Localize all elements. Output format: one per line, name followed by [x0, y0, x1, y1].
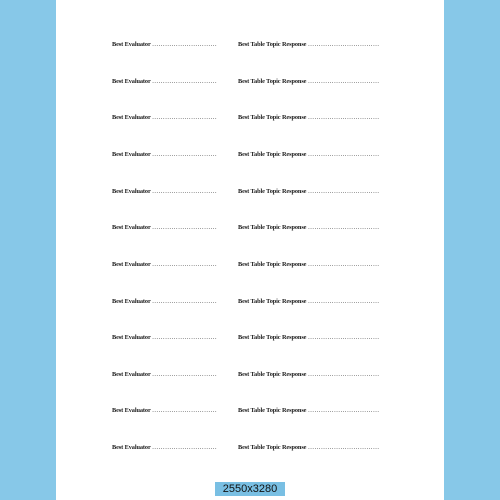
award-row [56, 112, 444, 124]
best-evaluator-field [112, 332, 217, 344]
best-table-topic-field [238, 442, 379, 454]
award-row [56, 39, 444, 51]
fill-in-dots: ………………………… [152, 77, 217, 85]
best-table-topic-label: Best Table Topic Response [238, 407, 307, 414]
award-row [56, 76, 444, 88]
fill-in-dots: …………………………… [307, 114, 380, 121]
best-evaluator-field [112, 39, 217, 51]
fill-in-dots: ………………………… [152, 261, 217, 268]
fill-in-dots: ………………………… [152, 114, 217, 121]
award-row [56, 186, 444, 198]
best-evaluator-label: Best Evaluator [112, 41, 151, 48]
best-table-topic-label: Best Table Topic Response [238, 151, 307, 158]
best-table-topic-label: Best Table Topic Response [238, 41, 307, 48]
best-table-topic-field [238, 39, 379, 51]
best-evaluator-field [112, 149, 217, 161]
award-row [56, 222, 444, 234]
best-evaluator-label: Best Evaluator [112, 151, 151, 158]
best-table-topic-field [238, 186, 379, 198]
best-table-topic-label: Best Table Topic Response [238, 297, 307, 305]
best-evaluator-field [112, 296, 217, 308]
best-table-topic-field [238, 149, 379, 161]
award-row [56, 332, 444, 344]
best-evaluator-label: Best Evaluator [112, 334, 151, 341]
best-table-topic-label: Best Table Topic Response [238, 261, 307, 268]
best-evaluator-label: Best Evaluator [112, 224, 151, 231]
best-evaluator-label: Best Evaluator [112, 261, 151, 268]
award-row [56, 259, 444, 271]
best-evaluator-field [112, 112, 217, 124]
fill-in-dots: …………………………… [307, 444, 380, 451]
best-evaluator-label: Best Evaluator [112, 77, 151, 85]
best-evaluator-field [112, 186, 217, 198]
best-table-topic-label: Best Table Topic Response [238, 444, 307, 451]
fill-in-dots: ………………………… [152, 407, 217, 414]
best-evaluator-field [112, 442, 217, 454]
fill-in-dots: ………………………… [152, 187, 217, 195]
best-table-topic-field [238, 222, 379, 234]
best-evaluator-label: Best Evaluator [112, 297, 151, 305]
award-row [56, 149, 444, 161]
best-evaluator-field [112, 405, 217, 417]
best-evaluator-field [112, 259, 217, 271]
best-table-topic-field [238, 296, 379, 308]
award-row [56, 369, 444, 381]
fill-in-dots: ………………………… [152, 41, 217, 48]
best-table-topic-field [238, 405, 379, 417]
best-table-topic-label: Best Table Topic Response [238, 187, 307, 195]
fill-in-dots: ………………………… [152, 334, 217, 341]
award-row [56, 405, 444, 417]
best-evaluator-label: Best Evaluator [112, 371, 151, 378]
fill-in-dots: ………………………… [152, 444, 217, 451]
award-row [56, 296, 444, 308]
fill-in-dots: …………………………… [307, 371, 380, 378]
document-page [56, 0, 444, 500]
best-table-topic-label: Best Table Topic Response [238, 371, 307, 378]
fill-in-dots: ………………………… [152, 297, 217, 305]
best-evaluator-field [112, 222, 217, 234]
best-evaluator-label: Best Evaluator [112, 187, 151, 195]
fill-in-dots: …………………………… [307, 41, 380, 48]
best-table-topic-label: Best Table Topic Response [238, 334, 307, 341]
best-table-topic-field [238, 369, 379, 381]
best-table-topic-field [238, 76, 379, 88]
best-evaluator-field [112, 76, 217, 88]
best-evaluator-label: Best Evaluator [112, 444, 151, 451]
fill-in-dots: ………………………… [152, 224, 217, 231]
award-row [56, 442, 444, 454]
fill-in-dots: …………………………… [307, 151, 380, 158]
fill-in-dots: …………………………… [307, 261, 380, 268]
fill-in-dots: …………………………… [307, 334, 380, 341]
best-table-topic-field [238, 112, 379, 124]
image-size-badge: 2550x3280 [215, 482, 285, 496]
fill-in-dots: …………………………… [307, 407, 380, 414]
best-table-topic-label: Best Table Topic Response [238, 224, 307, 231]
best-evaluator-field [112, 369, 217, 381]
best-table-topic-label: Best Table Topic Response [238, 77, 307, 85]
fill-in-dots: ………………………… [152, 371, 217, 378]
best-evaluator-label: Best Evaluator [112, 407, 151, 414]
fill-in-dots: …………………………… [307, 187, 380, 195]
best-table-topic-label: Best Table Topic Response [238, 114, 307, 121]
fill-in-dots: …………………………… [307, 297, 380, 305]
best-table-topic-field [238, 332, 379, 344]
best-table-topic-field [238, 259, 379, 271]
fill-in-dots: ………………………… [152, 151, 217, 158]
best-evaluator-label: Best Evaluator [112, 114, 151, 121]
fill-in-dots: …………………………… [307, 77, 380, 85]
fill-in-dots: …………………………… [307, 224, 380, 231]
